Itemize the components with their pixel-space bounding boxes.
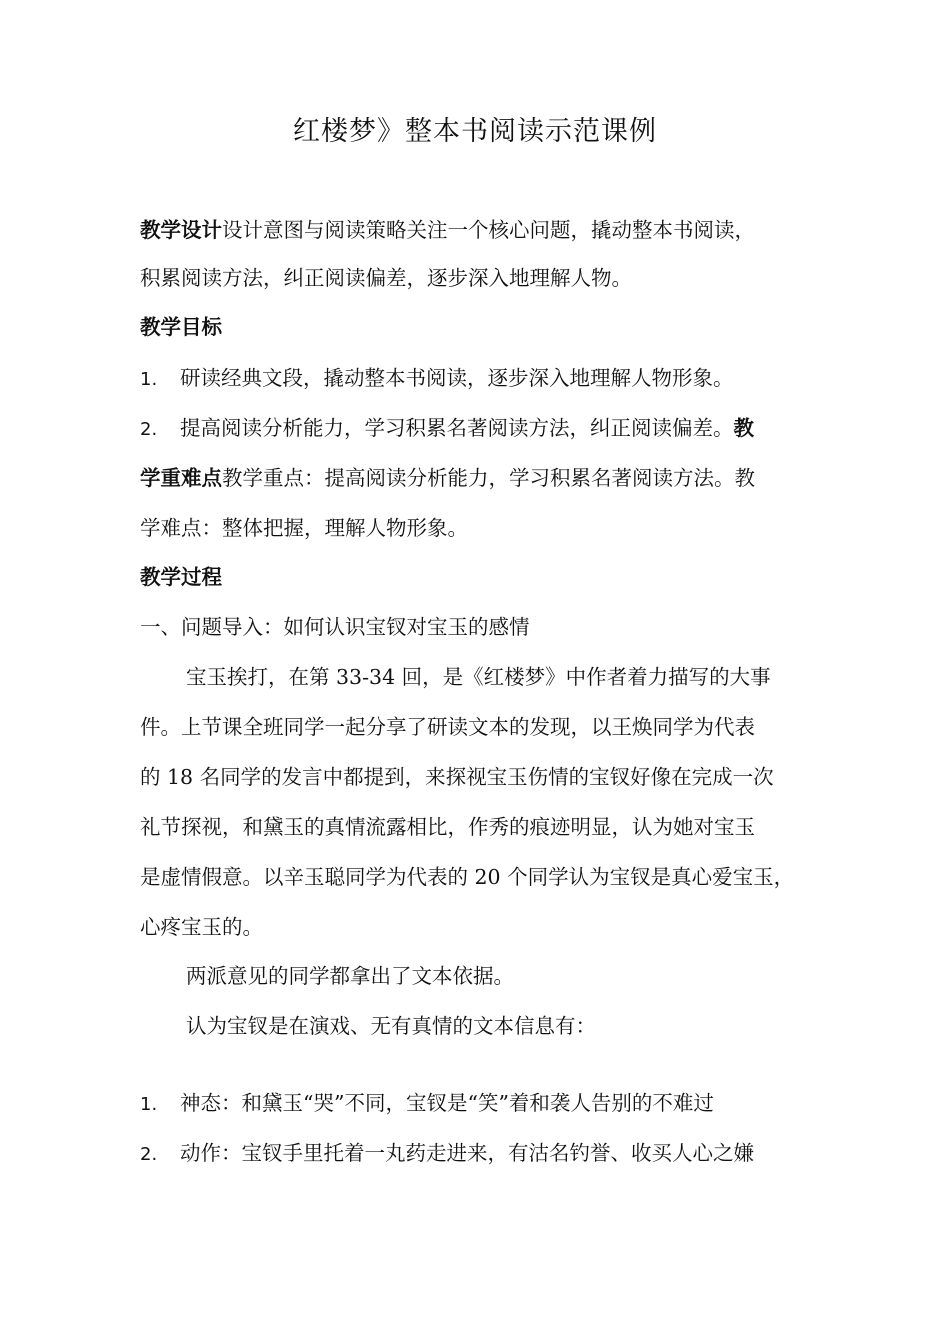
design-text: 设计意图与阅读策略关注一个核心问题，撬动整本书阅读， [222,218,755,242]
evidence-item-2 [140,1137,754,1169]
para1-line-5: 是虚情假意。以辛玉聪同学为代表的 20 个同学认为宝钗是真心爱宝玉， [140,865,795,889]
goals-heading: 教学目标 [140,315,222,339]
goal-item-2 [140,412,754,444]
document-title: 红楼梦》整本书阅读示范课例 [293,116,657,147]
evidence-text: 动作：宝钗手里托着一丸药走进来，有沽名钓誉、收买人心之嫌 [180,1141,754,1165]
difficulty-paragraph-line-2: 学难点：整体把握，理解人物形象。 [140,516,468,540]
goal-number: 1. [140,369,158,390]
para1-line-6: 心疼宝玉的。 [140,915,263,939]
process-heading: 教学过程 [140,565,222,589]
para1-line-1: 宝玉挨打，在第 33-34 回，是《红楼梦》中作者着力描写的大事 [186,665,771,689]
section1-heading: 一、问题导入：如何认识宝钗对宝玉的感情 [140,615,530,639]
para1-line-3: 的 18 名同学的发言中都提到，来探视宝玉伤情的宝钗好像在完成一次 [140,765,774,789]
design-paragraph-line-1 [140,214,755,246]
design-heading: 教学设计 [140,218,222,242]
difficulty-text: 教学重点：提高阅读分析能力，学习积累名著阅读方法。教 [222,466,755,490]
goal-number: 2. [140,419,158,440]
evidence-number: 1. [140,1094,158,1115]
evidence-text: 神态：和黛玉“哭”不同，宝钗是“笑”着和袭人告别的不难过 [180,1091,714,1115]
para1-line-2: 件。上节课全班同学一起分享了研读文本的发现，以王焕同学为代表 [140,715,755,739]
para3: 认为宝钗是在演戏、无有真情的文本信息有： [186,1014,596,1038]
goal-text: 提高阅读分析能力，学习积累名著阅读方法，纠正阅读偏差。 [180,416,734,440]
para2: 两派意见的同学都拿出了文本依据。 [186,964,514,988]
design-paragraph-line-2: 积累阅读方法，纠正阅读偏差，逐步深入地理解人物。 [140,266,632,290]
evidence-item-1 [140,1087,714,1119]
goal-text: 研读经典文段，撬动整本书阅读，逐步深入地理解人物形象。 [180,366,734,390]
evidence-number: 2. [140,1144,158,1165]
difficulty-heading-start: 教 [733,416,754,440]
para1-line-4: 礼节探视，和黛玉的真情流露相比，作秀的痕迹明显，认为她对宝玉 [140,815,755,839]
difficulty-heading: 学重难点 [140,466,222,490]
difficulty-paragraph-line-1 [140,462,755,494]
goal-item-1 [140,362,734,394]
